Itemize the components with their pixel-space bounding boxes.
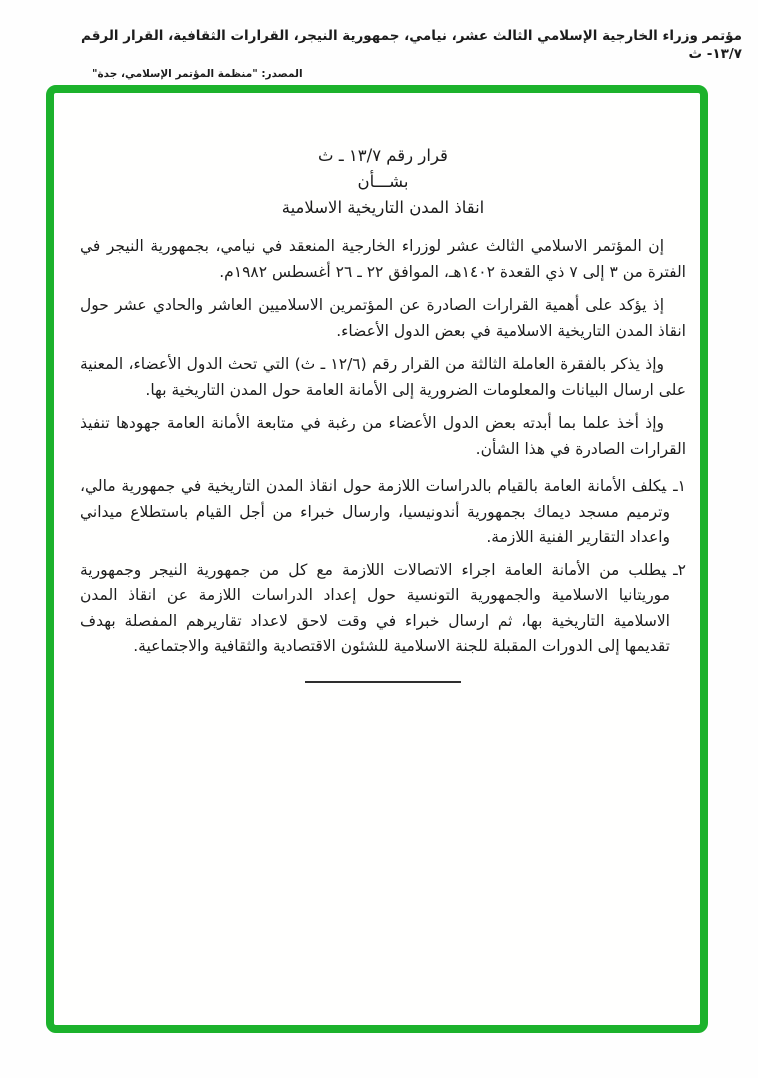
recalling-paragraph: وإذ يذكر بالفقرة العاملة الثالثة من القرار رقم (١٢/٦ ـ ث) التي تحث الدول الأعضاء، المعنية على ارسال البيانات والمعلومات الضرورية إلى الأمانة العامة حول المدن التاريخية بها. (80, 355, 686, 399)
resolution-number-line: قرار رقم ١٣/٧ ـ ث (318, 146, 448, 165)
resolution-body (54, 93, 700, 683)
green-border-frame (46, 85, 708, 1033)
preamble-paragraph: إن المؤتمر الاسلامي الثالث عشر لوزراء الخارجية المنعقد في نيامي، بجمهورية النيجر في الفترة من ٣ إلى ٧ ذي القعدة ١٤٠٢هـ، الموافق ٢٢ ـ ٢٦ أغسطس ١٩٨٢م. (80, 237, 686, 281)
item-number: ٢ـ (673, 560, 686, 579)
item-text: يكلف الأمانة العامة بالقيام بالدراسات اللازمة حول انقاذ المدن التاريخية في جمهورية مالي، وترميم مسجد ديماك بجمهورية أندونيسيا، وارسال خبراء من أجل القيام باستطلاع ميداني واعداد التقارير الفنية اللازمة. (80, 477, 670, 546)
page-header (0, 0, 758, 80)
resolution-title-block (80, 143, 686, 221)
end-divider-line (305, 681, 461, 683)
item-number: ١ـ (673, 477, 686, 495)
header-source-line: المصدر: "منظمة المؤتمر الإسلامي، جدة" (92, 68, 303, 80)
noting-paragraph: وإذ أخذ علما بما أبدته بعض الدول الأعضاء من رغبة في متابعة الأمانة العامة جهودها تنفيذ القرارات الصادرة في هذا الشأن. (80, 414, 686, 458)
numbered-item (80, 474, 686, 551)
operative-items (80, 474, 686, 660)
header-conference-line: مؤتمر وزراء الخارجية الإسلامي الثالث عشر، نيامي، جمهورية النيجر، القرارات الثقافية، القرار الرقم ١٣/٧- ث (81, 28, 742, 62)
resolution-regarding-line: بشـــأن (357, 172, 409, 191)
affirmation-paragraph: إذ يؤكد على أهمية القرارات الصادرة عن المؤتمرين الاسلاميين العاشر والحادي عشر حول انقاذ المدن التاريخية الاسلامية في بعض الدول الأعضاء. (80, 296, 686, 340)
item-text: يطلب من الأمانة العامة اجراء الاتصالات اللازمة مع كل من جمهورية النيجر وجمهورية موريتانيا الاسلامية والجمهورية التونسية حول إعداد الدراسات اللازمة عن انقاذ المدن الاسلامية التاريخية بها، ثم ارسال خبراء في وقت لاحق لاعداد تقاريرهم المفصلة بهدف تقديمها إلى الدورات المقبلة للجنة الاسلامية للشئون الاقتصادية والثقافية والاجتماعية. (80, 560, 670, 655)
resolution-subject-line: انقاذ المدن التاريخية الاسلامية (281, 198, 485, 217)
numbered-item (80, 558, 686, 660)
